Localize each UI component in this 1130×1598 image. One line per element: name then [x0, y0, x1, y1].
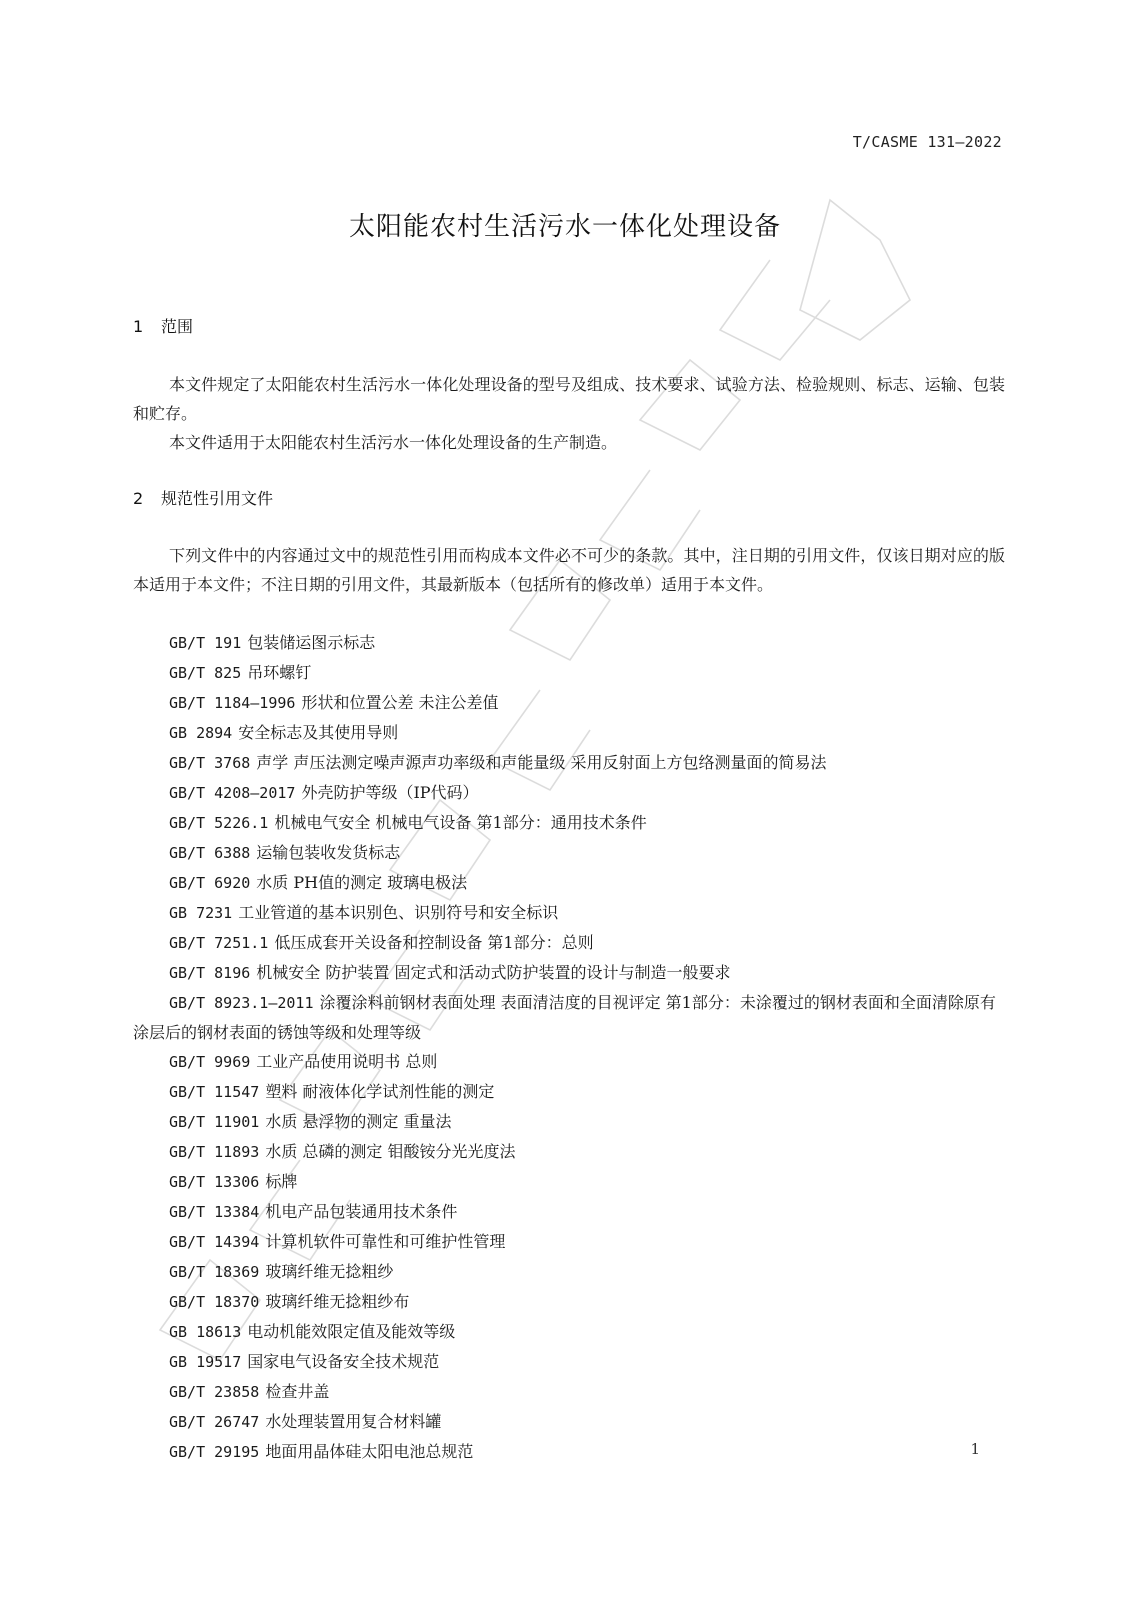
reference-code: GB/T 11547: [169, 1083, 260, 1101]
scope-paragraph-1: 本文件规定了太阳能农村生活污水一体化处理设备的型号及组成、技术要求、试验方法、检验规则、标志、运输、包装和贮存。: [133, 375, 1005, 423]
reference-code: GB/T 8923.1—2011: [169, 994, 314, 1012]
reference-item: [133, 658, 1005, 688]
reference-title: 塑料 耐液体化学试剂性能的测定: [265, 1082, 495, 1101]
reference-title: 工业管道的基本识别色、识别符号和安全标识: [238, 903, 559, 922]
reference-item: [133, 1347, 1005, 1377]
reference-item: [133, 928, 1005, 958]
reference-title: 计算机软件可靠性和可维护性管理: [265, 1232, 506, 1251]
section-number: 2: [133, 489, 144, 508]
reference-title: 水处理装置用复合材料罐: [265, 1412, 442, 1431]
reference-title: 安全标志及其使用导则: [238, 723, 399, 742]
reference-title: 标牌: [265, 1172, 298, 1191]
reference-title: 低压成套开关设备和控制设备 第1部分：总则: [274, 933, 594, 952]
reference-code: GB/T 8196: [169, 964, 251, 982]
reference-title: 水质 PH值的测定 玻璃电极法: [256, 873, 468, 892]
reference-item: [133, 1407, 1005, 1437]
reference-title: 包装储运图示标志: [247, 633, 376, 652]
reference-title: 涂覆涂料前钢材表面处理 表面清洁度的目视评定 第1部分：未涂覆过的钢材表面和全面清除原有涂层后的钢材表面的锈蚀等级和处理等级: [133, 993, 996, 1042]
reference-code: GB/T 26747: [169, 1413, 260, 1431]
reference-title: 外壳防护等级（IP代码）: [301, 783, 479, 802]
reference-code: GB 18613: [169, 1323, 242, 1341]
reference-item: [133, 1197, 1005, 1227]
reference-item: [133, 718, 1005, 748]
reference-code: GB/T 825: [169, 664, 242, 682]
reference-item: [133, 778, 1005, 808]
reference-title: 运输包装收发货标志: [256, 843, 401, 862]
reference-code: GB/T 11893: [169, 1143, 260, 1161]
reference-code: GB 2894: [169, 724, 233, 742]
reference-code: GB/T 18370: [169, 1293, 260, 1311]
section-heading-normative-references: [133, 486, 273, 509]
reference-code: GB/T 1184—1996: [169, 694, 296, 712]
section-number: 1: [133, 317, 144, 336]
reference-item: [133, 628, 1005, 658]
reference-title: 机械电气安全 机械电气设备 第1部分：通用技术条件: [274, 813, 647, 832]
document-title: 太阳能农村生活污水一体化处理设备: [348, 212, 781, 242]
reference-item: [133, 868, 1005, 898]
references-intro-paragraph: 下列文件中的内容通过文中的规范性引用而构成本文件必不可少的条款。其中，注日期的引用文件，仅该日期对应的版本适用于本文件；不注日期的引用文件，其最新版本（包括所有的修改单）适用于本文件。: [133, 546, 1005, 594]
reference-item: [133, 1377, 1005, 1407]
reference-item: [133, 1077, 1005, 1107]
reference-item: [133, 1107, 1005, 1137]
reference-title: 吊环螺钉: [247, 663, 312, 682]
section-title: 规范性引用文件: [161, 489, 274, 508]
reference-item: [133, 838, 1005, 868]
reference-list: [133, 628, 1005, 1467]
reference-title: 检查井盖: [265, 1382, 330, 1401]
reference-title: 工业产品使用说明书 总则: [256, 1052, 438, 1071]
reference-item: [133, 958, 1005, 988]
reference-code: GB/T 7251.1: [169, 934, 269, 952]
reference-code: GB/T 191: [169, 634, 242, 652]
document-code: T/CASME 131—2022: [852, 133, 1002, 151]
reference-title: 玻璃纤维无捻粗纱: [265, 1262, 394, 1281]
reference-title: 声学 声压法测定噪声源声功率级和声能量级 采用反射面上方包络测量面的简易法: [256, 753, 827, 772]
reference-item: [133, 808, 1005, 838]
reference-item: [133, 1227, 1005, 1257]
reference-code: GB/T 23858: [169, 1383, 260, 1401]
reference-code: GB/T 5226.1: [169, 814, 269, 832]
reference-title: 水质 总磷的测定 钼酸铵分光光度法: [265, 1142, 516, 1161]
reference-title: 电动机能效限定值及能效等级: [247, 1322, 456, 1341]
reference-code: GB/T 18369: [169, 1263, 260, 1281]
reference-title: 水质 悬浮物的测定 重量法: [265, 1112, 452, 1131]
reference-item: [133, 1317, 1005, 1347]
section-heading-scope: [133, 314, 193, 337]
reference-code: GB/T 11901: [169, 1113, 260, 1131]
reference-code: GB/T 29195: [169, 1443, 260, 1461]
reference-code: GB/T 13306: [169, 1173, 260, 1191]
reference-code: GB/T 14394: [169, 1233, 260, 1251]
reference-item: [133, 1287, 1005, 1317]
reference-item: [133, 988, 1005, 1047]
reference-item: [133, 1167, 1005, 1197]
reference-item: [133, 1437, 1005, 1467]
reference-title: 国家电气设备安全技术规范: [247, 1352, 440, 1371]
scope-paragraph-2: 本文件适用于太阳能农村生活污水一体化处理设备的生产制造。: [169, 433, 618, 452]
reference-item: [133, 1047, 1005, 1077]
reference-code: GB 7231: [169, 904, 233, 922]
reference-title: 玻璃纤维无捻粗纱布: [265, 1292, 410, 1311]
reference-item: [133, 688, 1005, 718]
reference-code: GB/T 13384: [169, 1203, 260, 1221]
reference-item: [133, 1257, 1005, 1287]
page-number: 1: [970, 1440, 980, 1458]
reference-title: 形状和位置公差 未注公差值: [301, 693, 499, 712]
reference-title: 机械安全 防护装置 固定式和活动式防护装置的设计与制造一般要求: [256, 963, 731, 982]
reference-title: 机电产品包装通用技术条件: [265, 1202, 458, 1221]
reference-item: [133, 748, 1005, 778]
reference-code: GB 19517: [169, 1353, 242, 1371]
reference-code: GB/T 9969: [169, 1053, 251, 1071]
reference-code: GB/T 3768: [169, 754, 251, 772]
reference-code: GB/T 4208—2017: [169, 784, 296, 802]
reference-item: [133, 898, 1005, 928]
reference-item: [133, 1137, 1005, 1167]
section-title: 范围: [161, 317, 194, 336]
reference-code: GB/T 6388: [169, 844, 251, 862]
reference-title: 地面用晶体硅太阳电池总规范: [265, 1442, 474, 1461]
reference-code: GB/T 6920: [169, 874, 251, 892]
